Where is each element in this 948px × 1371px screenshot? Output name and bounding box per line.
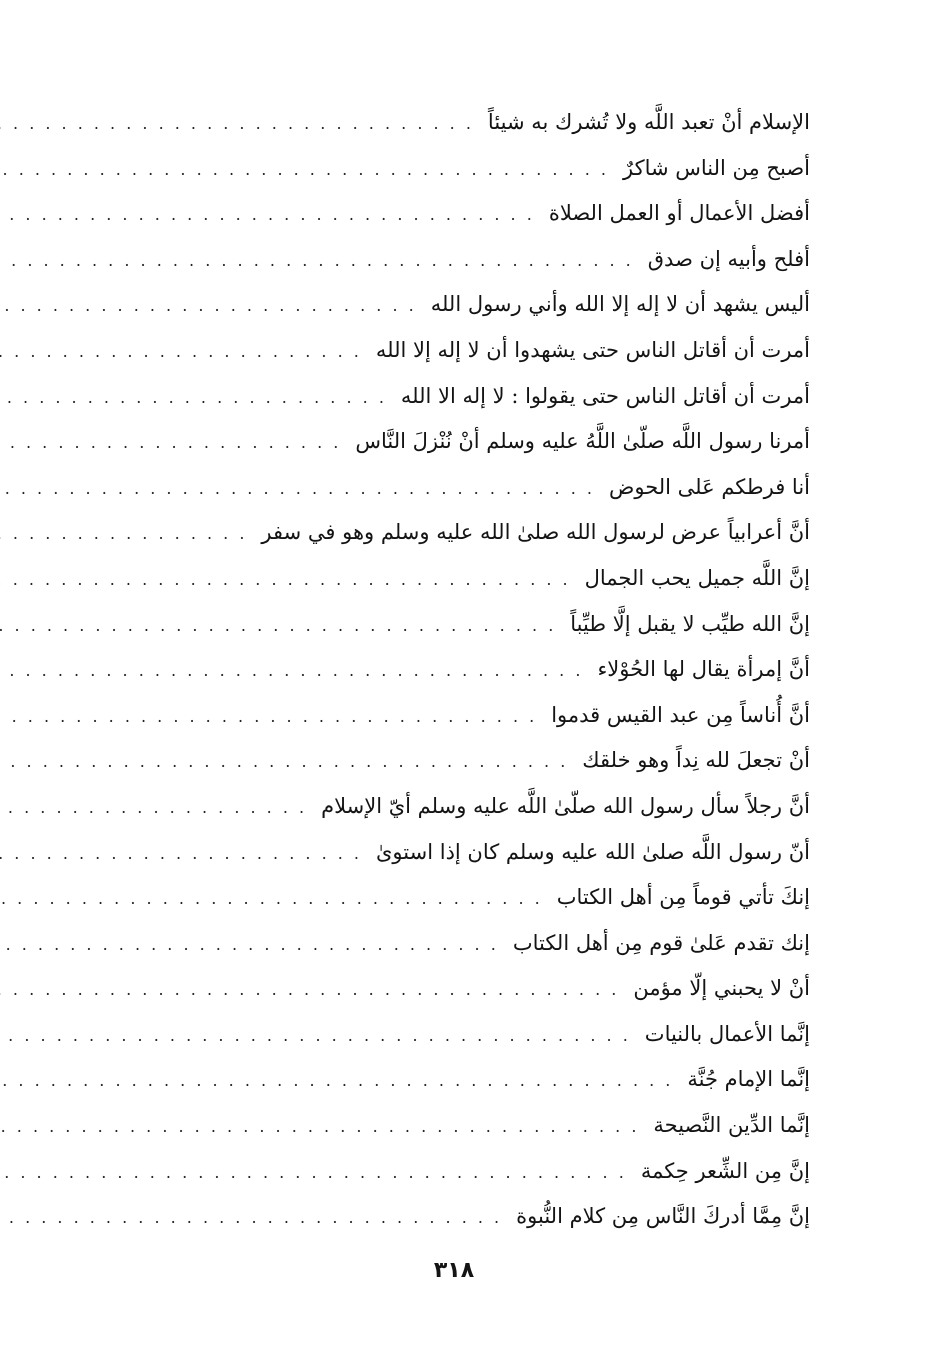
- entry-text: أنَّ رجلاً سأل رسول الله صلّىٰ اللَّه عليه وسلم أيّ الإسلام: [321, 793, 810, 818]
- dot-leader: [0, 557, 571, 603]
- entry-text: إنَّ اللَّه جميل يحب الجمال: [584, 565, 810, 590]
- index-entry: [104, 1103, 810, 1149]
- dot-leader: [0, 922, 499, 968]
- index-entry: [104, 966, 810, 1012]
- index-entry: [104, 374, 810, 420]
- dot-leader: [0, 420, 341, 466]
- dot-leader: [0, 329, 362, 375]
- page-number: ٣١٨: [433, 1258, 475, 1283]
- entry-text: إنك تقدم عَلىٰ قوم مِن أهل الكتاب: [512, 930, 810, 955]
- dot-leader: [0, 1013, 631, 1059]
- dot-leader: [0, 785, 307, 831]
- index-entry: [104, 465, 810, 511]
- entry-text: الإسلام أنْ تعبد اللَّه ولا تُشرك به شيئاً: [487, 110, 810, 134]
- dot-leader: [0, 648, 583, 694]
- index-entry: [104, 602, 810, 648]
- dot-leader: [0, 694, 537, 740]
- index-entry: [104, 100, 810, 146]
- entry-text: إنَّ مِمَّا أدركَ النَّاس مِن كلام النُّبوة: [516, 1204, 810, 1229]
- index-entry: [104, 1149, 810, 1195]
- index-entry: [104, 830, 810, 876]
- dot-leader: [0, 831, 362, 877]
- dot-leader: [0, 283, 417, 329]
- index-entry: [104, 693, 810, 739]
- entry-text: أنّ رسول اللَّه صلىٰ الله عليه وسلم كان إذا استوىٰ: [376, 839, 810, 864]
- index-entry: [104, 510, 810, 556]
- dot-leader: [0, 1058, 673, 1104]
- dot-leader: [0, 101, 474, 147]
- index-entry: [104, 146, 810, 192]
- dot-leader: [0, 876, 543, 922]
- index-entry: [104, 784, 810, 830]
- index-entry: [104, 647, 810, 693]
- entry-text: أليس يشهد أن لا إله إلا الله وأني رسول الله: [430, 292, 810, 317]
- hadith-index-list: [104, 100, 810, 1240]
- dot-leader: [0, 238, 634, 284]
- dot-leader: [0, 511, 247, 557]
- dot-leader: [0, 1150, 627, 1196]
- dot-leader: [0, 375, 387, 421]
- dot-leader: [0, 147, 609, 193]
- index-entry: [104, 1012, 810, 1058]
- index-entry: [104, 875, 810, 921]
- entry-text: أنْ تجعلَ لله نِداً وهو خلقك: [582, 748, 810, 773]
- index-entry: [104, 328, 810, 374]
- entry-text: أمرت أن أقاتل الناس حتى يشهدوا أن لا إله إلا الله: [375, 337, 810, 362]
- index-entry: [104, 1194, 810, 1240]
- entry-text: إنَّما الإمام جُنَّة: [687, 1067, 810, 1092]
- dot-leader: [0, 1104, 639, 1150]
- entry-text: أمرنا رسول اللَّه صلّىٰ اللَّهُ عليه وسلم أنْ نُنْزلَ النَّاس: [355, 429, 810, 454]
- index-entry: [104, 556, 810, 602]
- entry-text: إنَّ الله طيِّب لا يقبل إلَّا طيِّباً: [570, 611, 810, 636]
- entry-text: أفضل الأعمال أو العمل الصلاة: [548, 201, 810, 226]
- index-entry: [104, 419, 810, 465]
- entry-text: إنَّما الأعمال بالنيات: [644, 1021, 810, 1046]
- entry-text: أنا فرطكم عَلى الحوض: [608, 474, 810, 499]
- entry-text: أنْ لا يحبني إلّا مؤمن: [633, 976, 810, 1001]
- dot-leader: [0, 466, 595, 512]
- entry-text: إنكَ تأتي قوماً مِن أهل الكتاب: [556, 885, 810, 910]
- entry-text: أمرت أن أقاتل الناس حتى يقولوا : لا إله الا الله: [400, 383, 810, 408]
- index-entry: [104, 282, 810, 328]
- index-entry: [104, 1057, 810, 1103]
- entry-text: أفلح وأبيه إن صدق: [647, 246, 810, 271]
- dot-leader: [0, 192, 535, 238]
- index-entry: [104, 237, 810, 283]
- index-entry: [104, 191, 810, 237]
- index-entry: [104, 738, 810, 784]
- entry-text: أصبح مِن الناس شاكرٌ: [622, 155, 810, 180]
- entry-text: إنَّ مِن الشِّعر حِكمة: [640, 1158, 810, 1183]
- entry-text: إنَّما الدِّين النَّصيحة: [653, 1113, 810, 1138]
- entry-text: أنَّ أُناساً مِن عبد القيس قدموا: [551, 702, 810, 727]
- dot-leader: [0, 739, 568, 785]
- entry-text: أنَّ أعرابياً عرض لرسول الله صلىٰ الله عليه وسلم وهو في سفر: [261, 520, 810, 545]
- entry-text: أنَّ إمرأة يقال لها الحُوْلاء: [597, 657, 810, 682]
- index-entry: [104, 921, 810, 967]
- dot-leader: [0, 967, 619, 1013]
- dot-leader: [0, 1195, 502, 1241]
- dot-leader: [0, 603, 556, 649]
